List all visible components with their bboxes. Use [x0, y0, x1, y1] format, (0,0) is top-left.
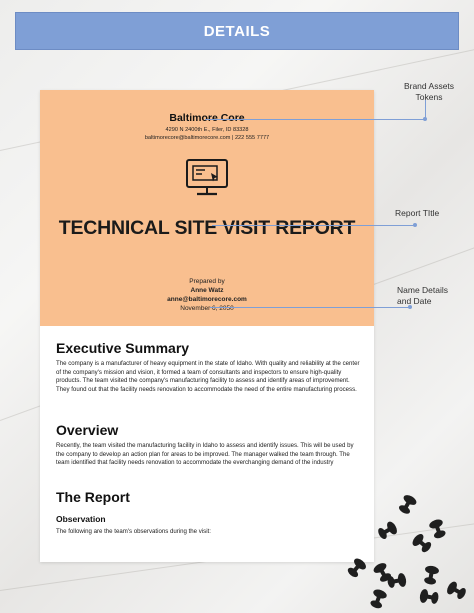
overview-heading: Overview: [56, 422, 119, 438]
title-leader-dot: [413, 223, 417, 227]
header-title: DETAILS: [203, 22, 271, 40]
name-leader-line: [210, 307, 410, 308]
brand-leader-dot: [423, 117, 427, 121]
brand-leader-line: [205, 119, 426, 120]
author-name: Anne Watz: [190, 287, 224, 294]
executive-summary-heading: Executive Summary: [56, 340, 190, 356]
observation-text: The following are the team's observations during the visit:: [56, 528, 211, 535]
report-title: TECHNICAL SITE VISIT REPORT: [58, 217, 356, 239]
author-email: anne@baltimorecore.com: [167, 296, 247, 303]
push-pins-image: [340, 480, 474, 613]
report-page: [40, 90, 374, 562]
cover-section: [40, 90, 374, 326]
company-name: Baltimore Core: [169, 112, 245, 124]
computer-monitor-icon: [185, 158, 229, 198]
report-title-label: Report TItle: [395, 208, 440, 218]
details-header: [15, 12, 459, 50]
observation-heading: Observation: [56, 514, 106, 524]
name-details-label: Name Details and Date: [397, 285, 449, 306]
company-address: 4290 N 2400th E., Filer, ID 83328: [165, 127, 249, 133]
title-leader-line: [212, 225, 416, 226]
executive-summary-text: The company is a manufacturer of heavy equipment in the state of Idaho. With quality and reliability at the center of the company's mission and vision, it formed a team of consultants and inspectors to ensure high-quality products. The team visited the company's manufacturing facility to assess and identify areas of improvement. They found out that the facility needs renovation to accommodate the need of the entire manufacturing process.: [56, 360, 360, 393]
prepared-by-label: Prepared by: [189, 278, 225, 285]
brand-assets-label: Brand Assets Tokens: [403, 81, 455, 102]
overview-text: Recently, the team visited the manufacturing facility in Idaho to assess and identify issues. This will be used by the company to develop an action plan for areas to be improved. The manager walked the team through. The team identified that facility needs renovation to accommodate the everchanging demand of the industry: [56, 442, 354, 467]
the-report-heading: The Report: [56, 489, 130, 505]
company-contact: baltimorecore@baltimorecore.com | 222 555 7777: [144, 135, 270, 141]
report-date: November 6, 2050: [180, 305, 234, 312]
